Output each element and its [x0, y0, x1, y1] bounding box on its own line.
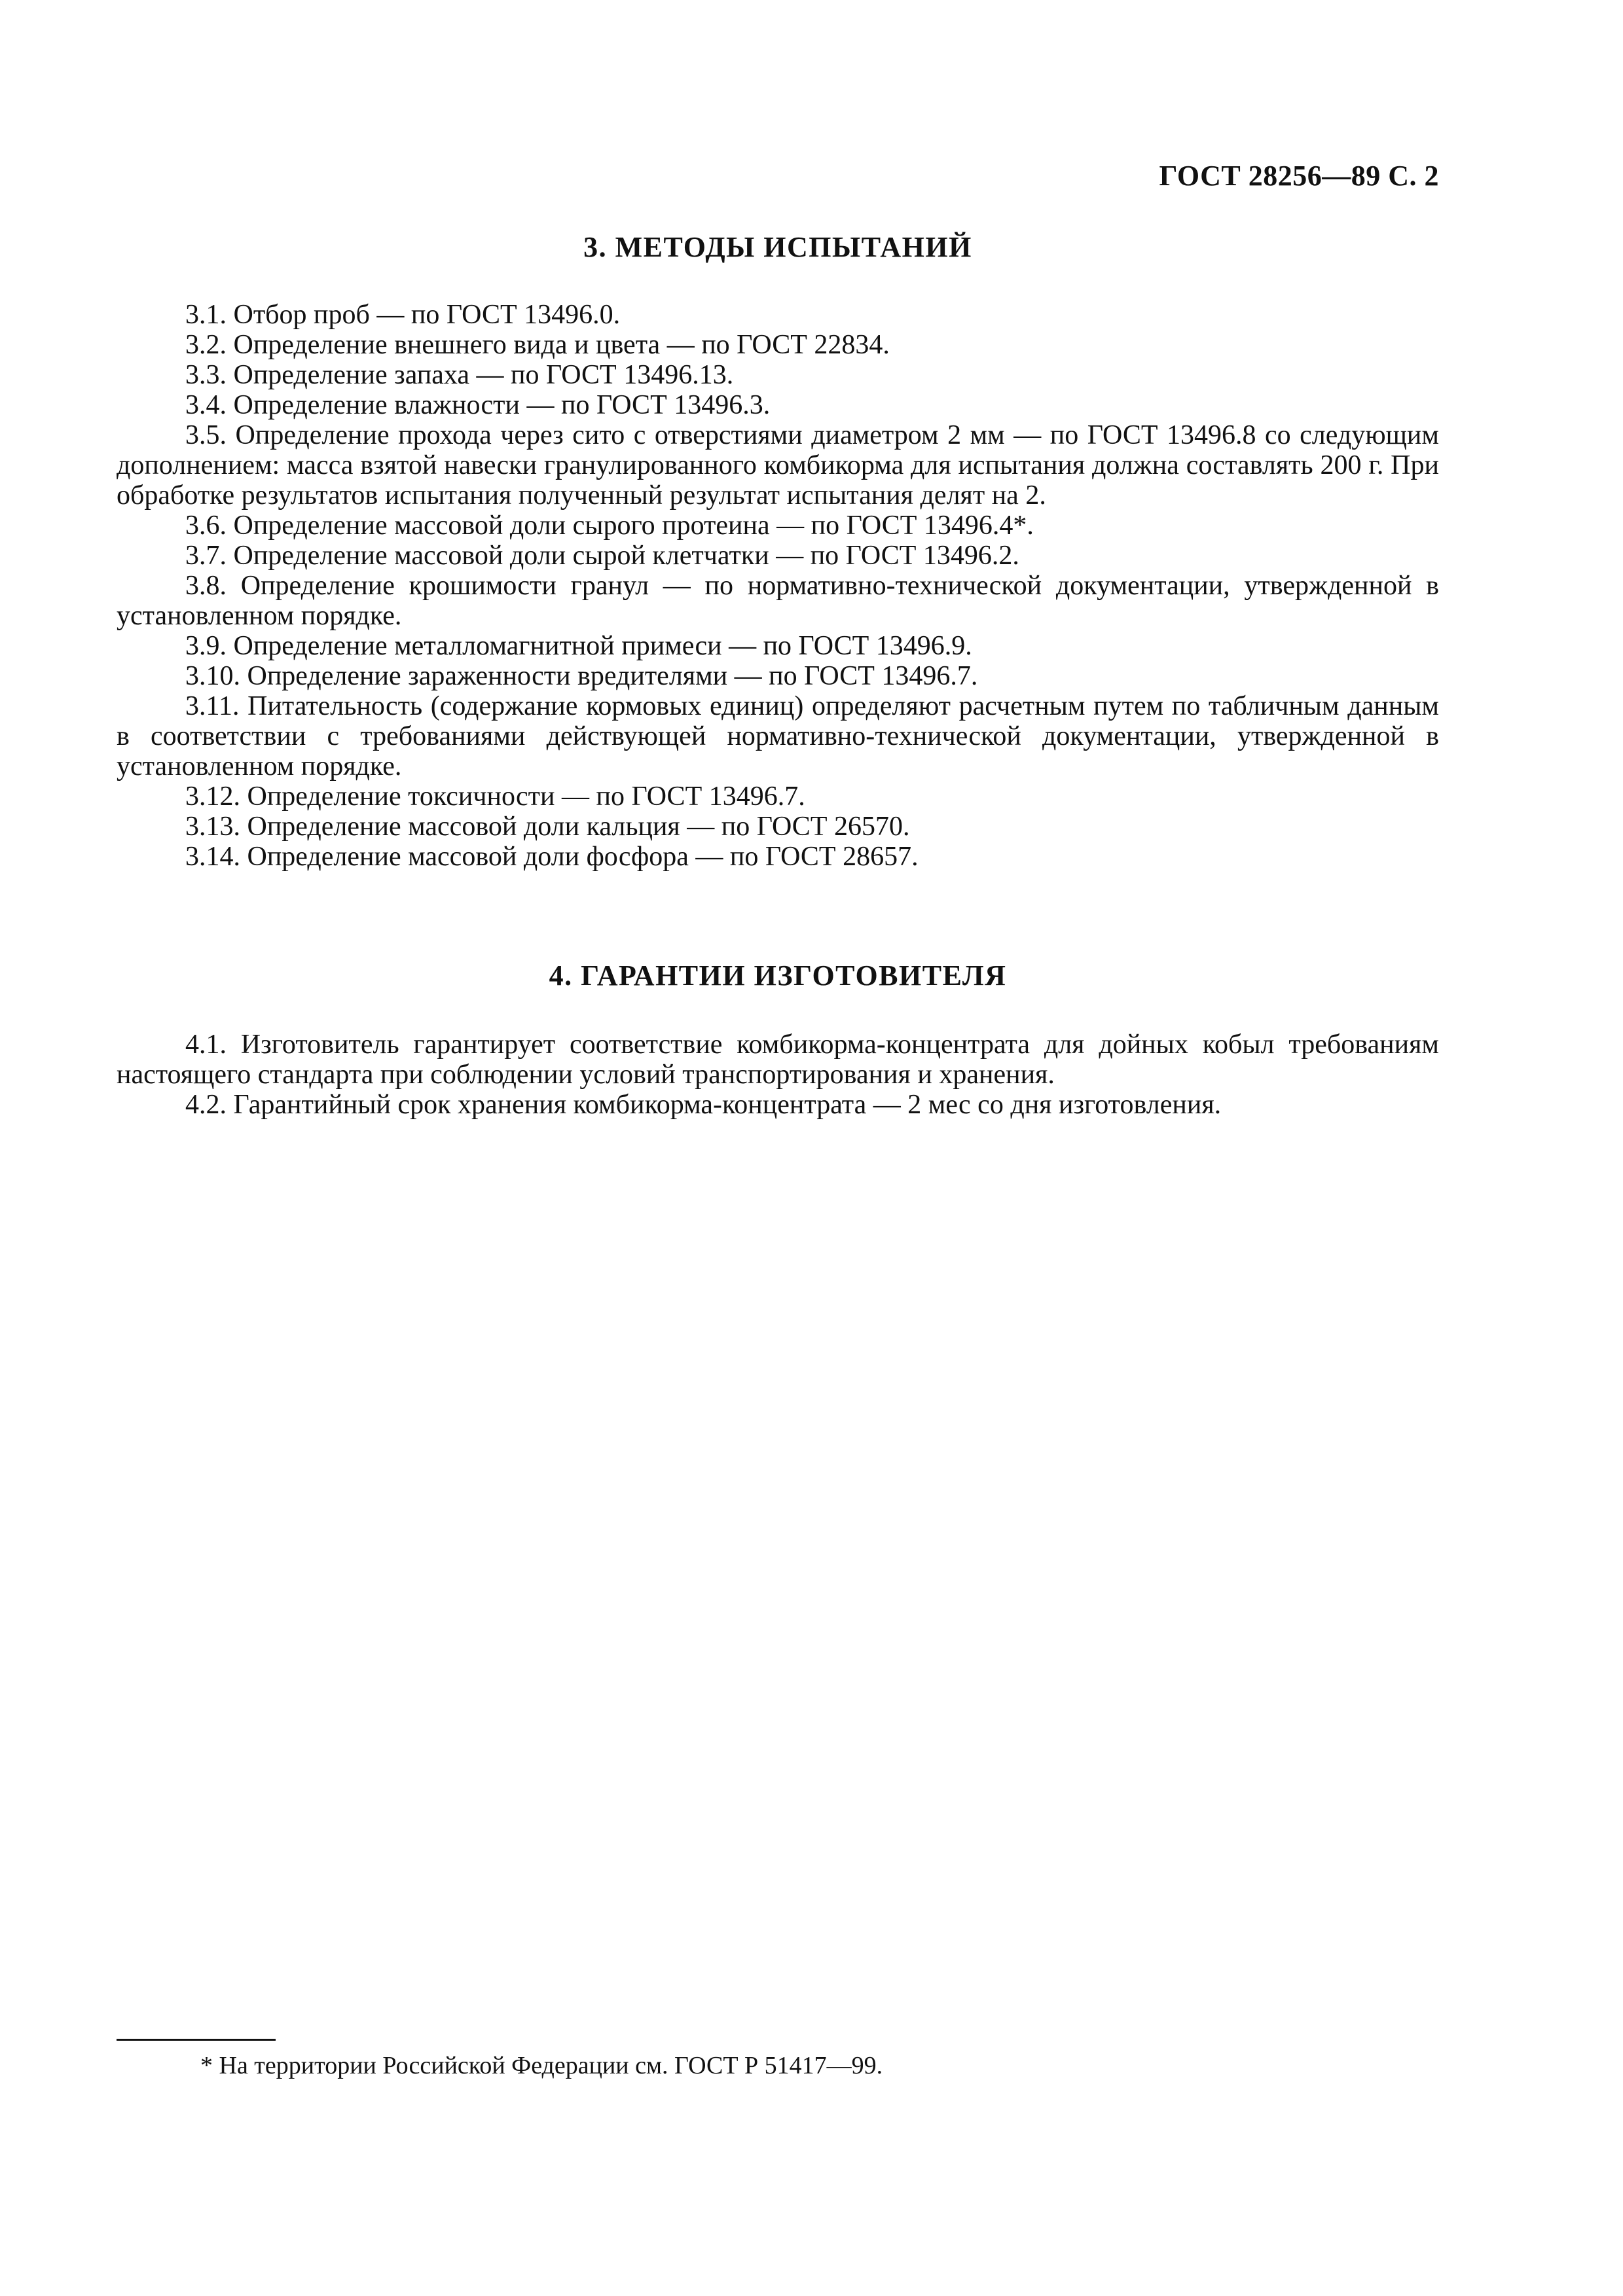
footnote: * На территории Российской Федерации см. ГОСТ Р 51417—99. [200, 2052, 883, 2079]
clause-3-8: 3.8. Определение крошимости гранул — по нормативно-технической документации, утвержденной в установленном порядке. [117, 571, 1439, 631]
section-3-title: 3. МЕТОДЫ ИСПЫТАНИЙ [583, 231, 972, 263]
footnote-separator [117, 2039, 276, 2041]
clause-3-1: 3.1. Отбор проб — по ГОСТ 13496.0. [185, 300, 621, 330]
section-3-body [117, 300, 1439, 872]
clause-3-3: 3.3. Определение запаха — по ГОСТ 13496.13. [185, 360, 734, 390]
page-header-standard-code: ГОСТ 28256—89 С. 2 [1159, 160, 1439, 192]
section-4-body [117, 1030, 1439, 1120]
clause-3-2: 3.2. Определение внешнего вида и цвета — по ГОСТ 22834. [185, 330, 890, 360]
clause-3-7: 3.7. Определение массовой доли сырой клетчатки — по ГОСТ 13496.2. [185, 541, 1019, 571]
clause-4-2: 4.2. Гарантийный срок хранения комбикорма-концентрата — 2 мес со дня изготовления. [185, 1090, 1222, 1120]
clause-4-1: 4.1. Изготовитель гарантирует соответствие комбикорма-концентрата для дойных кобыл требованиям настоящего стандарта при соблюдении условий транспортирования и хранения. [117, 1030, 1439, 1090]
clause-3-11: 3.11. Питательность (содержание кормовых единиц) определяют расчетным путем по табличным данным в соответствии с требованиями действующей нормативно-технической документации, утвержденной в установленном порядке. [117, 691, 1439, 781]
clause-3-4: 3.4. Определение влажности — по ГОСТ 13496.3. [185, 390, 771, 420]
clause-3-13: 3.13. Определение массовой доли кальция — по ГОСТ 26570. [185, 812, 910, 842]
clause-3-5: 3.5. Определение прохода через сито с отверстиями диаметром 2 мм — по ГОСТ 13496.8 со следующим дополнением: масса взятой навески гранулированного комбикорма для испытания должна составлять 200 г. При обработке результатов испытания полученный результат испытания делят на 2. [117, 420, 1439, 511]
clause-3-9: 3.9. Определение металломагнитной примеси — по ГОСТ 13496.9. [185, 631, 972, 661]
document-page [117, 0, 1439, 2296]
clause-3-12: 3.12. Определение токсичности — по ГОСТ 13496.7. [185, 781, 805, 812]
clause-3-6: 3.6. Определение массовой доли сырого протеина — по ГОСТ 13496.4*. [185, 511, 1034, 541]
section-4-title: 4. ГАРАНТИИ ИЗГОТОВИТЕЛЯ [549, 960, 1007, 992]
clause-3-14: 3.14. Определение массовой доли фосфора — по ГОСТ 28657. [185, 842, 919, 872]
clause-3-10: 3.10. Определение зараженности вредителями — по ГОСТ 13496.7. [185, 661, 978, 691]
